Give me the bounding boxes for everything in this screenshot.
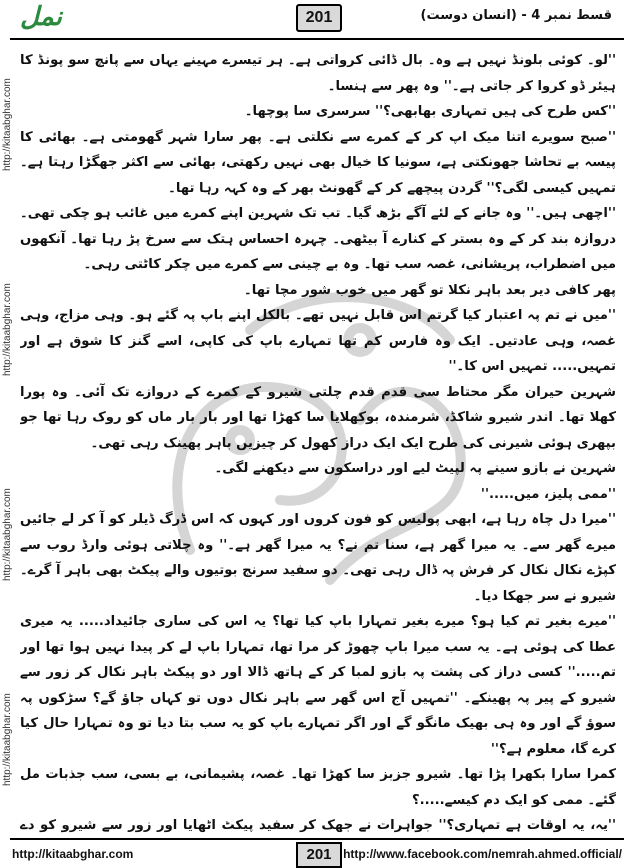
page-number-bottom: 201 bbox=[296, 842, 342, 868]
header-rule bbox=[10, 38, 624, 40]
story-body bbox=[20, 48, 616, 836]
story-paragraph: ''میں نے تم پہ اعتبار کیا گرتم اس قابل نہیں تھے۔ بالکل اپنے باپ پہ گئے ہو۔ وہی مزاج، وہی غصہ، وہی عادتیں۔ ایک وہ فارس کم تھا تمہارے باپ کی کاپی، اسے گنز کا شوق ہے اور تمہیں..... تمہیں اس کا۔'' bbox=[20, 308, 616, 374]
story-paragraph: شہرین حیران مگر محتاط سی قدم قدم چلتی شیرو کے کمرے کے دروازے تک آئی۔ وہ پورا کھلا تھا۔ اندر شیرو شاکڈ، شرمندہ، بوکھلایا سا کھڑا تھا اور بار بار ماں کو روک رہا تھا جو بپھری ہوئی شیرنی کی طرح ایک ایک دراز کھول کر چیزیں باہر پھینک رہی تھی۔ bbox=[20, 384, 616, 451]
footer-link-right[interactable]: http://www.facebook.com/nemrah.ahmed.official/ bbox=[343, 847, 622, 861]
episode-title: قسط نمبر 4 - (انسان دوست) bbox=[420, 8, 612, 23]
story-paragraph: ''یہ، یہ اوقات ہے تمہاری؟'' جواہرات نے جھک کر سفید پیکٹ اٹھایا اور زور سے شیرو کو دے bbox=[20, 818, 616, 833]
brand-title: نمل bbox=[20, 2, 62, 32]
story-paragraph: ''ممی پلیز، میں.....'' bbox=[480, 486, 616, 502]
story-paragraph: ''اچھی ہیں۔'' وہ جانے کے لئے آگے بڑھ گیا۔ تب تک شہرین اپنے کمرے میں غائب ہو چکی تھی۔ دروازہ بند کر کے وہ بستر کے کنارے آ بیٹھی۔ چہرہ احساس ہتک سے سرخ پڑ رہا تھا۔ آنکھوں میں اضطراب، پریشانی، غصہ سب تھا۔ وہ بے چینی سے کمرے میں چکر کاٹتی رہی۔ bbox=[20, 206, 616, 272]
story-paragraph: کمرا سارا بکھرا پڑا تھا۔ شیرو جزبز سا کھڑا تھا۔ غصہ، پشیمانی، بے بسی، سب جذبات مل گئے۔ ممی کو ایک دم کیسے.....؟ bbox=[20, 767, 616, 808]
story-paragraph: پھر کافی دیر بعد باہر نکلا تو گھر میں خوب شور مچا تھا۔ bbox=[244, 282, 616, 298]
story-paragraph: ''کس طرح کی ہیں تمہاری بھابھی؟'' سرسری سا پوچھا۔ bbox=[244, 104, 616, 119]
story-paragraph: ''میرے بغیر تم کیا ہو؟ میرے بغیر تمہارا باپ کیا تھا؟ یہ اس کی ساری جائیداد..... یہ میری عطا کی ہوئی ہے۔ یہ سب میرا باپ چھوڑ کر مرا تھا، تمہارا باپ لے کر پیدا نہیں ہوا تھا اور تم.....'' کسی دراز کی پشت پہ بازو لمبا کر کے ہاتھ ڈالا اور دو پیکٹ باہر نکال کر زور سے شیرو کے پیر پہ پھینکے۔ ''تمہیں آج اس گھر سے باہر نکال دوں تو کہاں جاؤ گے؟ سڑکوں پہ سوؤ گے اور وہ ہی بھیک مانگو گے اور اگر تمہارے باپ کو یہ سب بتا دیا تو وہ تمہارا حال کیا کرے گا، معلوم ہے؟'' bbox=[20, 614, 616, 757]
page-number-top: 201 bbox=[296, 4, 342, 32]
footer-link-left[interactable]: http://kitaabghar.com bbox=[12, 847, 134, 861]
story-paragraph: ''میرا دل چاہ رہا ہے، ابھی پولیس کو فون کروں اور کہوں کہ اس ڈرگ ڈیلر کو آ کر لے جائیں میرے گھر سے۔ یہ میرا گھر ہے، سنا تم نے؟ یہ میرا گھر ہے۔'' وہ چلاتی ہوئی وارڈ روب سے کپڑے نکال نکال کر فرش پہ ڈال رہی تھی۔ دو سفید سرنج بوتیوں والے پیکٹ بھی باہر آ گرے۔ شیرو نے سر جھکا دیا۔ bbox=[20, 512, 616, 604]
sidebar-link[interactable]: http://kitaabghar.com bbox=[2, 488, 13, 582]
sidebar-link[interactable]: http://kitaabghar.com bbox=[2, 693, 13, 787]
sidebar-link[interactable]: http://kitaabghar.com bbox=[2, 78, 13, 172]
page-header bbox=[0, 0, 634, 40]
story-paragraph: ''لو۔ کوئی بلونڈ نہیں ہے وہ۔ بال ڈائی کرواتی ہے۔ ہر تیسرے مہینے یہاں سے پانچ سو پونڈ کا ہیئر ڈو کروا کر جاتی ہے۔'' وہ پھر سے ہنسا۔ bbox=[20, 53, 616, 94]
story-paragraph: شہرین نے بازو سینے پہ لپیٹ لیے اور دراسکون سے دیکھنے لگی۔ bbox=[214, 461, 616, 476]
sidebar-watermark-links bbox=[2, 50, 16, 840]
page-footer bbox=[0, 838, 634, 868]
sidebar-link[interactable]: http://kitaabghar.com bbox=[2, 283, 13, 377]
story-paragraph: ''صبح سویرے اتنا میک اپ کر کے کمرے سے نکلتی ہے۔ پھر سارا شہر گھومتی ہے۔ بھائی کا پیسہ بے تحاشا جھونکتی ہے، سونیا کا خیال بھی نہیں رکھتی، بھائی سے اکثر جھگڑا رہتا ہے۔ تمہیں کیسی لگی؟'' گردن پیچھے کر کے گھونٹ بھر کے وہ کہہ رہا تھا۔ bbox=[20, 129, 616, 196]
